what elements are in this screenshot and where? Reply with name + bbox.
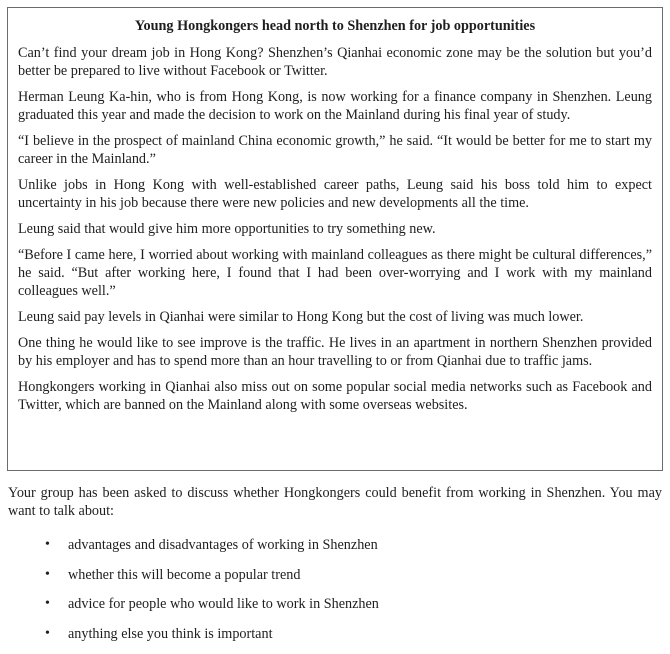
article-paragraph-9: Hongkongers working in Qianhai also miss out on some popular social media networks such as Facebook and Twitter, which are banned on the Mainland along with some overseas websites. <box>18 379 652 413</box>
article-paragraph-6: “Before I came here, I worried about working with mainland colleagues as there might be cultural differences,” he said. “But after working here, I found that I had been over-worrying and I work with my mainland colleagues well.” <box>18 247 652 299</box>
bullet-icon: • <box>45 625 50 641</box>
list-item <box>0 595 670 625</box>
discussion-points-list <box>0 536 670 654</box>
discussion-point: anything else you think is important <box>68 625 273 642</box>
bullet-icon: • <box>45 537 50 552</box>
bullet-icon: • <box>45 566 50 582</box>
article-paragraph-8: One thing he would like to see improve is the traffic. He lives in an apartment in northern Shenzhen provided by his employer and has to spend more than an hour travelling to or from Qianhai due to traffic jams. <box>18 335 652 369</box>
list-item <box>0 625 670 654</box>
list-item <box>0 566 670 596</box>
article-paragraph-4: Unlike jobs in Hong Kong with well-established career paths, Leung said his boss told him to expect uncertainty in his job because there were new policies and new developments all the time. <box>18 177 652 211</box>
article-paragraph-2: Herman Leung Ka-hin, who is from Hong Kong, is now working for a finance company in Shenzhen. Leung graduated this year and made the decision to work on the Mainland during his final year of study. <box>18 89 652 123</box>
article-paragraph-3: “I believe in the prospect of mainland China economic growth,” he said. “It would be better for me to start my career in the Mainland.” <box>18 133 652 167</box>
discussion-prompt: Your group has been asked to discuss whether Hongkongers could benefit from working in Shenzhen. You may want to talk about: <box>8 485 662 519</box>
article-paragraph-5: Leung said that would give him more opportunities to try something new. <box>18 221 436 237</box>
article-box <box>7 7 663 471</box>
list-item <box>0 536 670 566</box>
article-title: Young Hongkongers head north to Shenzhen for job opportunities <box>134 18 536 34</box>
article-paragraph-1: Can’t find your dream job in Hong Kong? Shenzhen’s Qianhai economic zone may be the solution but you’d better be prepared to live without Facebook or Twitter. <box>18 45 652 79</box>
bullet-icon: • <box>45 596 50 611</box>
discussion-point: advice for people who would like to work in Shenzhen <box>68 596 379 612</box>
discussion-point: whether this will become a popular trend <box>68 566 301 583</box>
discussion-point: advantages and disadvantages of working in Shenzhen <box>68 537 378 553</box>
article-paragraph-7: Leung said pay levels in Qianhai were similar to Hong Kong but the cost of living was much lower. <box>18 309 584 325</box>
